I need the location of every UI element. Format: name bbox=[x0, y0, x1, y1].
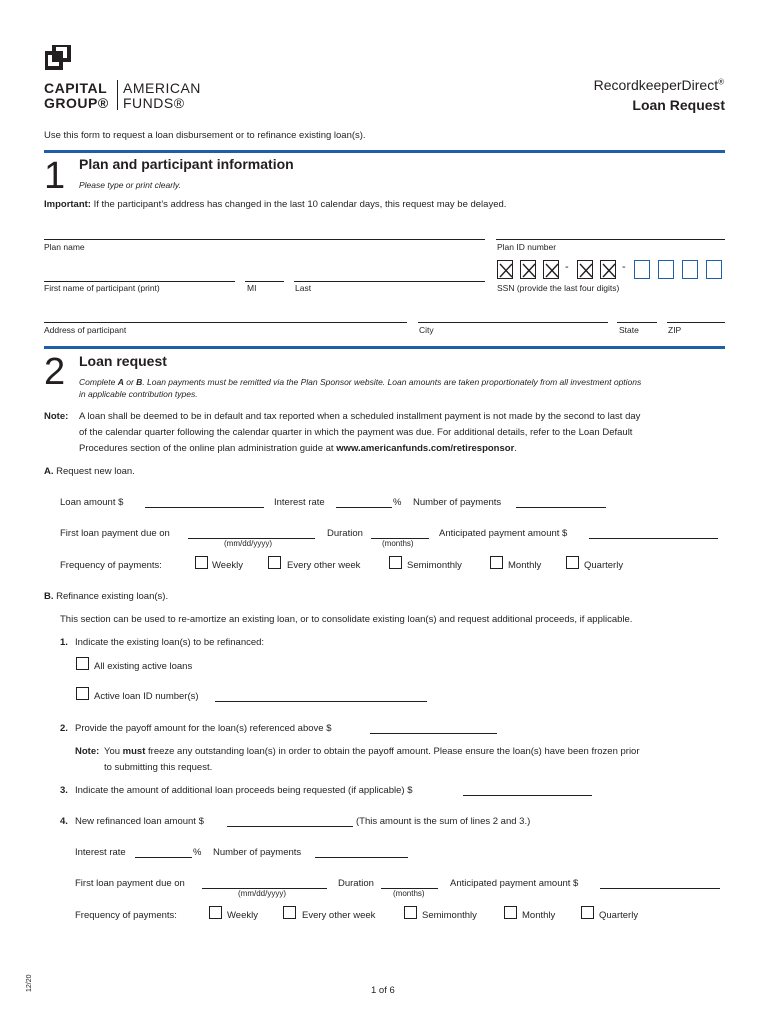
note-line3 bbox=[79, 443, 517, 454]
a-every-other-week-label: Every other week bbox=[287, 560, 361, 571]
b-date-hint: (mm/dd/yyyy) bbox=[238, 889, 286, 898]
b-item4-num: 4. bbox=[60, 816, 68, 827]
state-label: State bbox=[619, 325, 639, 335]
ssn-masked-box-4 bbox=[577, 260, 593, 279]
address-label: Address of participant bbox=[44, 325, 127, 335]
b-note-must: must bbox=[122, 746, 146, 757]
a-num-payments-label: Number of payments bbox=[413, 497, 502, 508]
a-monthly-label: Monthly bbox=[508, 560, 542, 571]
x-mark-icon bbox=[499, 262, 513, 279]
note-line3-post: . bbox=[514, 443, 517, 454]
state-field[interactable] bbox=[617, 322, 657, 323]
a-every-other-week-checkbox[interactable] bbox=[268, 556, 281, 569]
brand-american: AMERICAN bbox=[123, 80, 201, 96]
b-loan-ids-label: Active loan ID number(s) bbox=[94, 691, 199, 702]
b-note-line1 bbox=[104, 746, 640, 757]
address-field[interactable] bbox=[44, 322, 407, 323]
a-monthly-checkbox[interactable] bbox=[490, 556, 503, 569]
a-date-hint: (mm/dd/yyyy) bbox=[224, 539, 272, 548]
note-label: Note: bbox=[44, 411, 69, 422]
b-note-label: Note: bbox=[75, 746, 100, 757]
b-note-pre: You bbox=[104, 746, 123, 757]
ssn-digit-box-1[interactable] bbox=[634, 260, 650, 279]
part-b-text: Refinance existing loan(s). bbox=[56, 591, 169, 602]
a-anticipated-field[interactable] bbox=[589, 538, 718, 539]
important-text: If the participant’s address has changed in the last 10 calendar days, this request may be delayed. bbox=[93, 199, 507, 210]
part-a-text: Request new loan. bbox=[56, 466, 135, 477]
section2-subtitle-line2: in applicable contribution types. bbox=[79, 389, 198, 399]
part-a-heading bbox=[44, 466, 135, 477]
b-item1-text: Indicate the existing loan(s) to be refinanced: bbox=[75, 637, 265, 648]
a-loan-amount-label: Loan amount $ bbox=[60, 497, 124, 508]
a-first-due-label: First loan payment due on bbox=[60, 528, 170, 539]
ssn-digit-box-3[interactable] bbox=[682, 260, 698, 279]
a-duration-label: Duration bbox=[327, 528, 363, 539]
a-quarterly-checkbox[interactable] bbox=[566, 556, 579, 569]
last-name-label: Last bbox=[295, 283, 312, 293]
x-mark-icon bbox=[579, 262, 593, 279]
note-line3-pre: Procedures section of the online plan administration guide at bbox=[79, 443, 337, 454]
plan-name-field[interactable] bbox=[44, 239, 485, 240]
b-monthly-label: Monthly bbox=[522, 910, 556, 921]
subtitle-b: B bbox=[136, 377, 143, 387]
subtitle-a: A bbox=[117, 377, 124, 387]
product-name bbox=[594, 77, 724, 93]
b-num-payments-label: Number of payments bbox=[213, 847, 302, 858]
b-item4-suffix: (This amount is the sum of lines 2 and 3.) bbox=[356, 816, 531, 827]
b-interest-rate-label: Interest rate bbox=[75, 847, 126, 858]
ssn-masked-box-1 bbox=[497, 260, 513, 279]
brand-group: GROUP® bbox=[44, 95, 109, 111]
a-weekly-label: Weekly bbox=[212, 560, 243, 571]
product-label: RecordkeeperDirect bbox=[593, 77, 719, 93]
important-label: Important: bbox=[44, 199, 91, 210]
b-anticipated-label: Anticipated payment amount $ bbox=[450, 878, 579, 889]
logo-mark-icon bbox=[45, 45, 75, 75]
b-every-other-week-label: Every other week bbox=[302, 910, 376, 921]
b-anticipated-field[interactable] bbox=[600, 888, 720, 889]
a-anticipated-label: Anticipated payment amount $ bbox=[439, 528, 568, 539]
b-loan-ids-checkbox[interactable] bbox=[76, 687, 89, 700]
b-semimonthly-label: Semimonthly bbox=[422, 910, 477, 921]
first-name-field[interactable] bbox=[44, 281, 235, 282]
b-item3-text: Indicate the amount of additional loan proceeds being requested (if applicable) $ bbox=[75, 785, 413, 796]
b-duration-label: Duration bbox=[338, 878, 374, 889]
a-frequency-label: Frequency of payments: bbox=[60, 560, 162, 571]
first-name-label: First name of participant (print) bbox=[44, 283, 160, 293]
b-description: This section can be used to re-amortize an existing loan, or to consolidate existing loan(s) and request additional proceeds, if applicable. bbox=[60, 614, 633, 625]
plan-id-field[interactable] bbox=[496, 239, 725, 240]
section1-title: Plan and participant information bbox=[79, 156, 294, 172]
ssn-digit-box-2[interactable] bbox=[658, 260, 674, 279]
b-months-hint: (months) bbox=[393, 889, 425, 898]
b-note-line2: to submitting this request. bbox=[104, 762, 213, 773]
subtitle-or: or bbox=[123, 377, 137, 387]
city-field[interactable] bbox=[418, 322, 608, 323]
zip-label: ZIP bbox=[668, 325, 682, 335]
b-item4-text: New refinanced loan amount $ bbox=[75, 816, 204, 827]
x-mark-icon bbox=[522, 262, 536, 279]
brand-capital: CAPITAL bbox=[44, 80, 108, 96]
zip-field[interactable] bbox=[667, 322, 725, 323]
revision-date: 12/20 bbox=[26, 974, 33, 992]
section2-number: 2 bbox=[44, 351, 66, 393]
ssn-masked-box-2 bbox=[520, 260, 536, 279]
b-additional-proceeds-field[interactable] bbox=[463, 795, 592, 796]
plan-id-label: Plan ID number bbox=[497, 242, 557, 252]
b-quarterly-label: Quarterly bbox=[599, 910, 639, 921]
section2-subtitle bbox=[79, 377, 641, 387]
plan-name-label: Plan name bbox=[44, 242, 85, 252]
b-semimonthly-checkbox[interactable] bbox=[404, 906, 417, 919]
mi-label: MI bbox=[247, 283, 257, 293]
a-weekly-checkbox[interactable] bbox=[195, 556, 208, 569]
a-semimonthly-checkbox[interactable] bbox=[389, 556, 402, 569]
section1-rule bbox=[44, 150, 725, 153]
b-num-payments-field[interactable] bbox=[315, 857, 408, 858]
b-weekly-checkbox[interactable] bbox=[209, 906, 222, 919]
section2-title: Loan request bbox=[79, 353, 167, 369]
a-percent: % bbox=[393, 497, 402, 508]
form-title: Loan Request bbox=[632, 97, 725, 113]
note-line1: A loan shall be deemed to be in default and tax reported when a scheduled installment payment is not made by the second to last day bbox=[79, 411, 641, 422]
note-url-link[interactable]: www.americanfunds.com/retiresponsor bbox=[336, 443, 515, 454]
b-every-other-week-checkbox[interactable] bbox=[283, 906, 296, 919]
a-interest-rate-field[interactable] bbox=[336, 507, 392, 508]
b-new-loan-amount-field[interactable] bbox=[227, 826, 353, 827]
a-num-payments-field[interactable] bbox=[516, 507, 606, 508]
city-label: City bbox=[419, 325, 434, 335]
b-item2-text: Provide the payoff amount for the loan(s) referenced above $ bbox=[75, 723, 332, 734]
b-note-post: freeze any outstanding loan(s) in order to obtain the payoff amount. Please ensure the loan(s) have been frozen prior bbox=[145, 746, 640, 757]
b-all-loans-checkbox[interactable] bbox=[76, 657, 89, 670]
a-months-hint: (months) bbox=[382, 539, 414, 548]
part-a-label: A. bbox=[44, 466, 54, 477]
important-line bbox=[44, 199, 506, 210]
ssn-masked-box-3 bbox=[543, 260, 559, 279]
ssn-masked-box-5 bbox=[600, 260, 616, 279]
b-percent: % bbox=[193, 847, 202, 858]
brand-divider bbox=[117, 80, 118, 110]
b-frequency-label: Frequency of payments: bbox=[75, 910, 177, 921]
part-b-label: B. bbox=[44, 591, 54, 602]
b-monthly-checkbox[interactable] bbox=[504, 906, 517, 919]
page-number: 1 of 6 bbox=[371, 985, 395, 996]
x-mark-icon bbox=[602, 262, 616, 279]
ssn-dash-2: - bbox=[622, 261, 626, 273]
b-loan-ids-field[interactable] bbox=[215, 701, 427, 702]
a-interest-rate-label: Interest rate bbox=[274, 497, 325, 508]
b-item1-num: 1. bbox=[60, 637, 68, 648]
a-loan-amount-field[interactable] bbox=[145, 507, 264, 508]
section2-rule bbox=[44, 346, 725, 349]
a-semimonthly-label: Semimonthly bbox=[407, 560, 462, 571]
mi-field[interactable] bbox=[245, 281, 284, 282]
b-payoff-field[interactable] bbox=[370, 733, 497, 734]
b-item3-num: 3. bbox=[60, 785, 68, 796]
section1-subtitle: Please type or print clearly. bbox=[79, 180, 181, 190]
last-name-field[interactable] bbox=[294, 281, 485, 282]
ssn-dash-1: - bbox=[565, 261, 569, 273]
b-weekly-label: Weekly bbox=[227, 910, 258, 921]
b-first-due-label: First loan payment due on bbox=[75, 878, 185, 889]
a-quarterly-label: Quarterly bbox=[584, 560, 624, 571]
product-mark: ® bbox=[718, 77, 724, 87]
b-interest-rate-field[interactable] bbox=[135, 857, 192, 858]
ssn-label: SSN (provide the last four digits) bbox=[497, 283, 620, 293]
b-item2-num: 2. bbox=[60, 723, 68, 734]
brand-funds: FUNDS® bbox=[123, 95, 185, 111]
b-all-loans-label: All existing active loans bbox=[94, 661, 193, 672]
part-b-heading bbox=[44, 591, 168, 602]
x-mark-icon bbox=[545, 262, 559, 279]
subtitle-part2: . Loan payments must be remitted via the Plan Sponsor website. Loan amounts are taken proportionately from all investment options bbox=[142, 377, 642, 387]
intro-text: Use this form to request a loan disbursement or to refinance existing loan(s). bbox=[44, 130, 366, 141]
ssn-digit-box-4[interactable] bbox=[706, 260, 722, 279]
note-line2: of the calendar quarter following the calendar quarter in which the payment was due. For additional details, refer to the Loan Default bbox=[79, 427, 633, 438]
subtitle-part1: Complete bbox=[79, 377, 118, 387]
capital-group-logo bbox=[45, 45, 75, 75]
b-quarterly-checkbox[interactable] bbox=[581, 906, 594, 919]
section1-number: 1 bbox=[44, 155, 66, 197]
